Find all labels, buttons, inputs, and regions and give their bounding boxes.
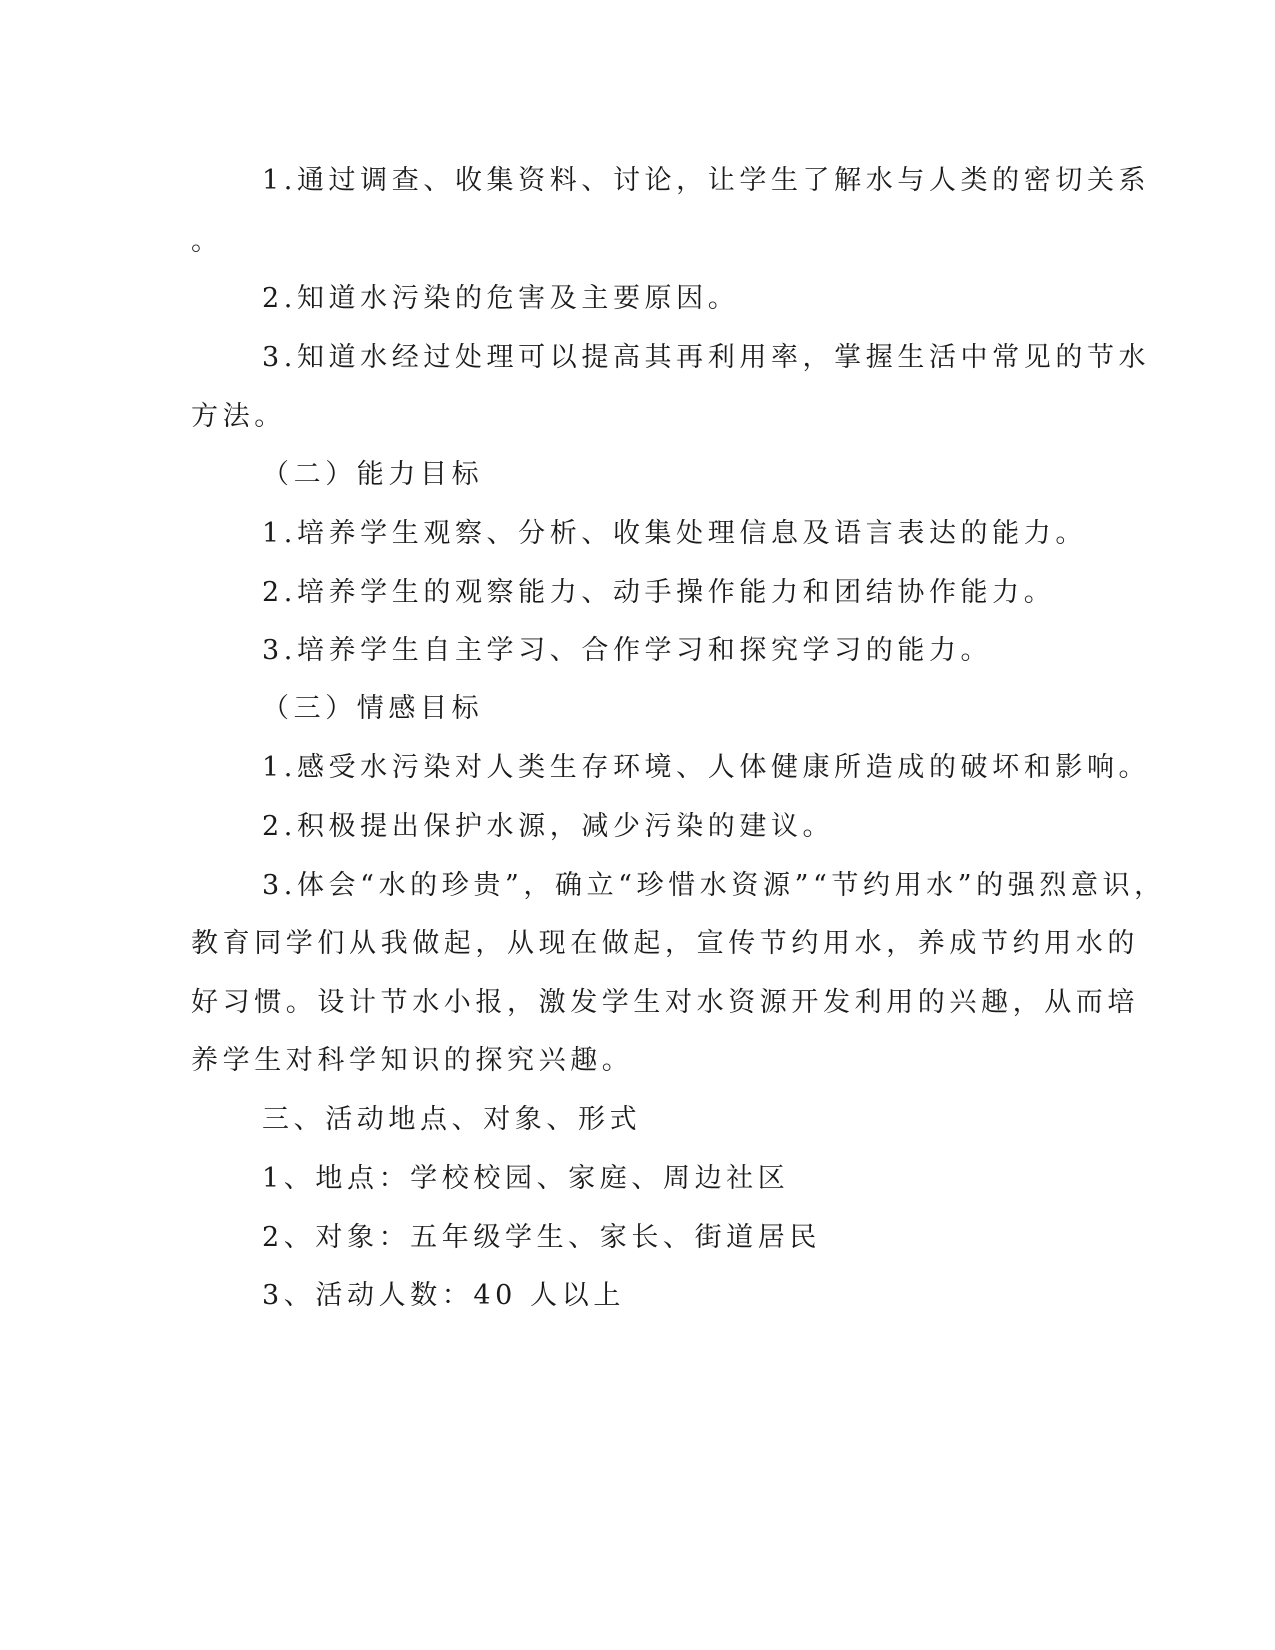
paragraph-line: 2.知道水污染的危害及主要原因。 <box>262 283 740 314</box>
paragraph-line: 3、活动人数：40 人以上 <box>262 1280 625 1311</box>
paragraph-line: 1.感受水污染对人类生存环境、人体健康所造成的破坏和影响。 <box>262 752 1151 783</box>
paragraph-line: 好习惯。设计节水小报，激发学生对水资源开发利用的兴趣，从而培 <box>191 987 1139 1018</box>
paragraph-line: 养学生对科学知识的探究兴趣。 <box>191 1045 634 1076</box>
section-heading: 三、活动地点、对象、形式 <box>262 1104 642 1135</box>
paragraph-line: 3.培养学生自主学习、合作学习和探究学习的能力。 <box>262 635 993 666</box>
paragraph-line: 1.培养学生观察、分析、收集处理信息及语言表达的能力。 <box>262 518 1087 549</box>
section-heading: （三）情感目标 <box>262 693 484 724</box>
paragraph-line: 2.积极提出保护水源，减少污染的建议。 <box>262 811 835 842</box>
paragraph-line: 2、对象：五年级学生、家长、街道居民 <box>262 1222 821 1253</box>
paragraph-line: 1、地点：学校校园、家庭、周边社区 <box>262 1163 790 1194</box>
section-heading: （二）能力目标 <box>262 459 484 490</box>
paragraph-line: 教育同学们从我做起，从现在做起，宣传节约用水，养成节约用水的 <box>191 928 1139 959</box>
paragraph-line: 1.通过调查、收集资料、讨论，让学生了解水与人类的密切关系 <box>262 165 1151 196</box>
paragraph-line: 3.体会“水的珍贵”，确立“珍惜水资源”“节约用水”的强烈意识， <box>262 870 1166 901</box>
paragraph-line: 。 <box>191 226 223 257</box>
paragraph-line: 3.知道水经过处理可以提高其再利用率，掌握生活中常见的节水 <box>262 342 1151 373</box>
paragraph-line: 方法。 <box>191 401 286 432</box>
paragraph-line: 2.培养学生的观察能力、动手操作能力和团结协作能力。 <box>262 577 1056 608</box>
